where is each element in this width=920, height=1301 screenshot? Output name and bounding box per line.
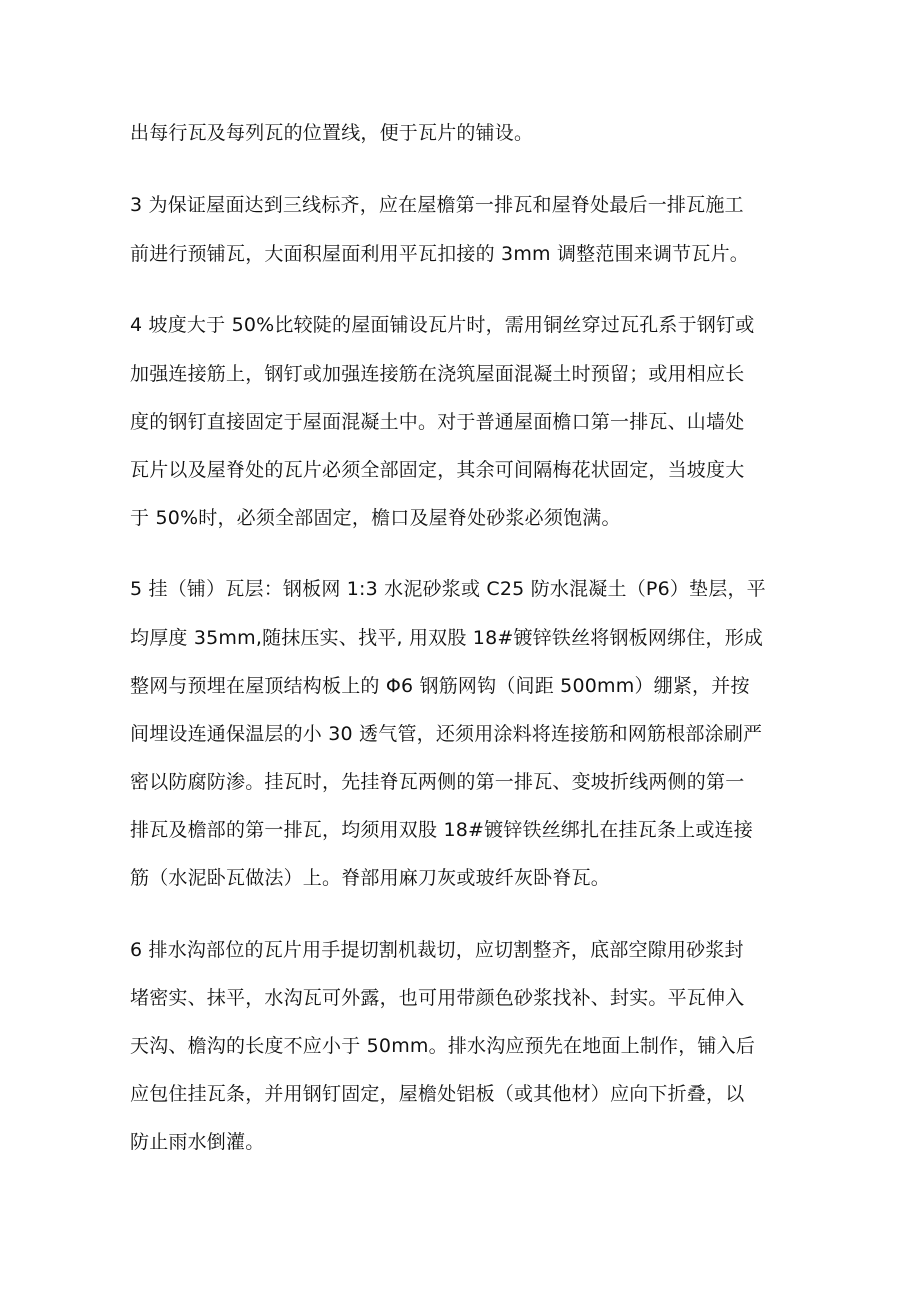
paragraph-4-line-2: 均厚度 35mm,随抹压实、找平, 用双股 18#镀锌铁丝将钢板网绑住，形成 xyxy=(130,627,764,649)
paragraph-1-line-1: 出每行瓦及每列瓦的位置线，便于瓦片的铺设。 xyxy=(130,122,534,144)
paragraph-3-line-2: 加强连接筋上，钢钉或加强连接筋在浇筑屋面混凝土时预留；或用相应长 xyxy=(130,363,745,385)
paragraph-2-line-2: 前进行预铺瓦，大面积屋面利用平瓦扣接的 3mm 调整范围来调节瓦片。 xyxy=(130,243,749,265)
paragraph-5-line-4: 应包住挂瓦条，并用钢钉固定，屋檐处铝板（或其他材）应向下折叠，以 xyxy=(130,1083,745,1105)
paragraph-5-line-5: 防止雨水倒灌。 xyxy=(130,1131,265,1153)
paragraph-2-line-1: 3 为保证屋面达到三线标齐，应在屋檐第一排瓦和屋脊处最后一排瓦施工 xyxy=(130,194,744,216)
paragraph-5-line-1: 6 排水沟部位的瓦片用手提切割机裁切，应切割整齐，底部空隙用砂浆封 xyxy=(130,939,744,961)
paragraph-4-line-3: 整网与预埋在屋顶结构板上的 Φ6 钢筋网钩（间距 500mm）绷紧，并按 xyxy=(130,675,750,697)
paragraph-3-line-1: 4 坡度大于 50%比较陡的屋面铺设瓦片时，需用铜丝穿过瓦孔系于钢钉或 xyxy=(130,314,755,336)
paragraph-3-line-5: 于 50%时，必须全部固定，檐口及屋脊处砂浆必须饱满。 xyxy=(130,507,621,529)
paragraph-4-line-5: 密以防腐防渗。挂瓦时，先挂脊瓦两侧的第一排瓦、变坡折线两侧的第一 xyxy=(130,771,745,793)
paragraph-4-line-4: 间埋设连通保温层的小 30 透气管，还须用涂料将连接筋和网筋根部涂刷严 xyxy=(130,723,763,745)
paragraph-5-line-3: 天沟、檐沟的长度不应小于 50mm。排水沟应预先在地面上制作，铺入后 xyxy=(130,1035,756,1057)
paragraph-5-line-2: 堵密实、抹平，水沟瓦可外露，也可用带颜色砂浆找补、封实。平瓦伸入 xyxy=(130,987,745,1009)
paragraph-4-line-1: 5 挂（铺）瓦层：钢板网 1:3 水泥砂浆或 C25 防水混凝土（P6）垫层，平 xyxy=(130,578,766,600)
paragraph-4-line-7: 筋（水泥卧瓦做法）上。脊部用麻刀灰或玻纤灰卧脊瓦。 xyxy=(130,867,611,889)
paragraph-3-line-3: 度的钢钉直接固定于屋面混凝土中。对于普通屋面檐口第一排瓦、山墙处 xyxy=(130,411,745,433)
paragraph-4-line-6: 排瓦及檐部的第一排瓦，均须用双股 18#镀锌铁丝绑扎在挂瓦条上或连接 xyxy=(130,819,753,841)
paragraph-3-line-4: 瓦片以及屋脊处的瓦片必须全部固定，其余可间隔梅花状固定，当坡度大 xyxy=(130,459,745,481)
